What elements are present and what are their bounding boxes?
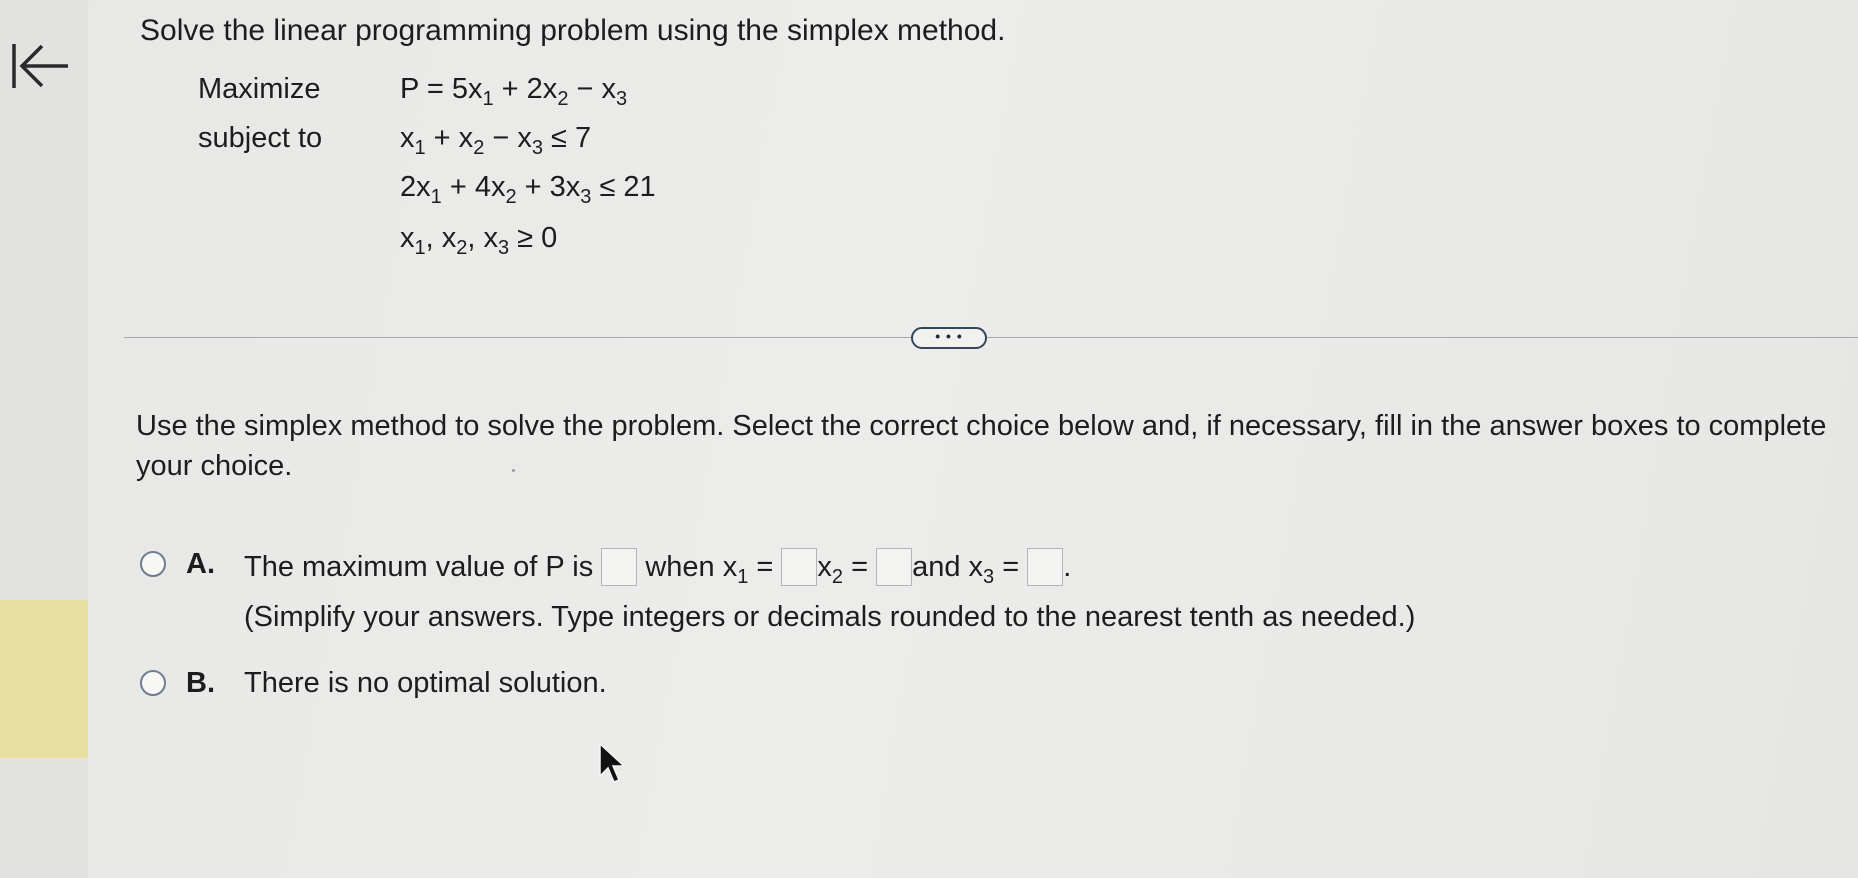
answer-box-x1[interactable]	[781, 548, 817, 586]
nonnegativity-constraint: $x_1$, $x_2$, $x_3 \ge 0$	[400, 222, 558, 259]
choice-a-text: The maximum value of P is when $x_1 = x_2$ = and $x_3$ = .	[244, 548, 1071, 586]
constraint-2: $2x_1 + 4x_2 + 3x_3 \le 21$	[400, 171, 656, 208]
choice-a-radio[interactable]	[140, 551, 166, 577]
answer-box-p[interactable]	[601, 548, 637, 586]
more-button[interactable]: • • •	[911, 327, 987, 349]
instructions: Use the simplex method to solve the problem. Select the correct choice below and, if necessary, fill in the answer boxes to complete your choice.	[136, 410, 1827, 482]
choice-b-text: There is no optimal solution.	[244, 667, 607, 699]
section-divider	[124, 337, 1858, 338]
answer-box-x3[interactable]	[1027, 548, 1063, 586]
objective-label: Maximize	[198, 73, 321, 105]
choice-b-letter: B.	[186, 667, 215, 699]
sidebar	[0, 0, 88, 878]
sidebar-highlight	[0, 600, 88, 758]
constraint-label: subject to	[198, 122, 323, 154]
constraint-1: $x_1 + x_2 - x_3 \le 7$	[400, 122, 592, 159]
choice-a-letter: A.	[186, 548, 215, 580]
choice-a-hint: (Simplify your answers. Type integers or decimals rounded to the nearest tenth as needed.)	[244, 601, 1416, 633]
mouse-pointer-icon	[598, 742, 628, 784]
objective-function: $P = 5x_1 + 2x_2 - x_3$	[400, 73, 628, 110]
answer-box-x2[interactable]	[876, 548, 912, 586]
problem-title: Solve the linear programming problem using the simplex method.	[140, 14, 1006, 47]
collapse-left-icon[interactable]	[10, 40, 70, 92]
choice-b-radio[interactable]	[140, 670, 166, 696]
stray-dot	[512, 469, 515, 472]
